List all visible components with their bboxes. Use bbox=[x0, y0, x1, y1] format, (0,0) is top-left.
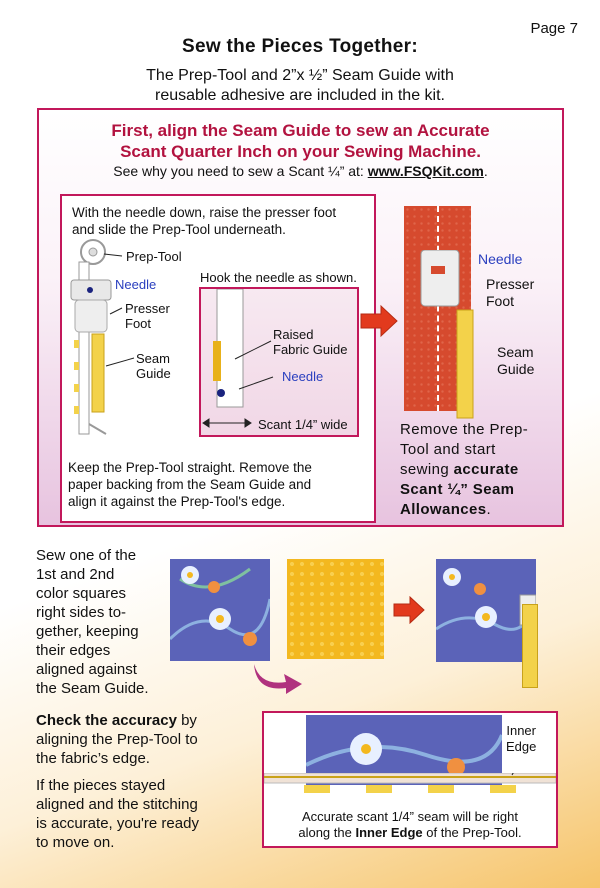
inner-edge-label: Inner Edge bbox=[506, 723, 537, 754]
arrow-right-icon bbox=[359, 304, 399, 338]
prep-tool-illustration bbox=[66, 238, 200, 438]
page-title: Sew the Pieces Together: bbox=[182, 36, 418, 57]
panel-subheading: See why you need to sew a Scant ¼” at: www.FSQKit.com. bbox=[113, 163, 488, 179]
sewn-squares bbox=[436, 559, 536, 662]
seam-guide-label: Seam Guide bbox=[136, 351, 171, 381]
page-number: Page 7 bbox=[530, 20, 578, 37]
presser-foot-illustration bbox=[417, 250, 477, 420]
needle-label: Needle bbox=[115, 277, 157, 292]
intro-text: The Prep-Tool and 2”x ½” Seam Guide with reusable adhesive are included in the kit. bbox=[146, 67, 454, 104]
ready-text: If the pieces stayed aligned and the stitching is accurate, you're ready to move on. bbox=[36, 777, 199, 851]
blue-floral-square bbox=[170, 559, 270, 661]
needle2-label: Needle bbox=[282, 369, 324, 384]
presser-foot-label: Presser Foot bbox=[125, 301, 170, 331]
fsq-link[interactable]: www.FSQKit.com bbox=[367, 163, 484, 179]
curved-arrow-icon bbox=[250, 660, 304, 694]
step3-text: Remove the Prep- Tool and start sewing accurate Scant ¼” Seam Allowances. bbox=[400, 421, 529, 518]
presser3-label: Presser Foot bbox=[486, 276, 535, 309]
prep-tool-label: Prep-Tool bbox=[126, 249, 182, 264]
step1-text: With the needle down, raise the presser foot and slide the Prep-Tool underneath. bbox=[72, 205, 337, 237]
yellow-square bbox=[287, 559, 384, 659]
prep-tool-edge bbox=[264, 773, 556, 803]
arrow-right-icon bbox=[392, 596, 426, 624]
accuracy-caption: Accurate scant 1/4” seam will be right along the Inner Edge of the Prep-Tool. bbox=[298, 809, 522, 840]
check-text: Check the accuracy by aligning the Prep-Tool to the fabric’s edge. bbox=[36, 712, 198, 767]
needle3-label: Needle bbox=[478, 251, 523, 267]
step2-text: Keep the Prep-Tool straight. Remove the paper backing from the Seam Guide and align it against the Prep-Tool's edge. bbox=[68, 460, 312, 509]
panel-heading: First, align the Seam Guide to sew an Accurate Scant Quarter Inch on your Sewing Machine. bbox=[111, 121, 490, 161]
sew-instructions: Sew one of the 1st and 2nd color squares right sides to- gether, keeping their edges aligned against the Seam Guide. bbox=[36, 547, 149, 697]
raised-guide-label: Raised Fabric Guide bbox=[273, 327, 348, 357]
hook-illustration bbox=[201, 289, 357, 435]
scant-width-label: Scant 1/4” wide bbox=[258, 417, 348, 432]
seam-guide3-label: Seam Guide bbox=[497, 344, 535, 377]
seam-guide-strip bbox=[522, 604, 538, 688]
hook-caption: Hook the needle as shown. bbox=[200, 270, 357, 285]
